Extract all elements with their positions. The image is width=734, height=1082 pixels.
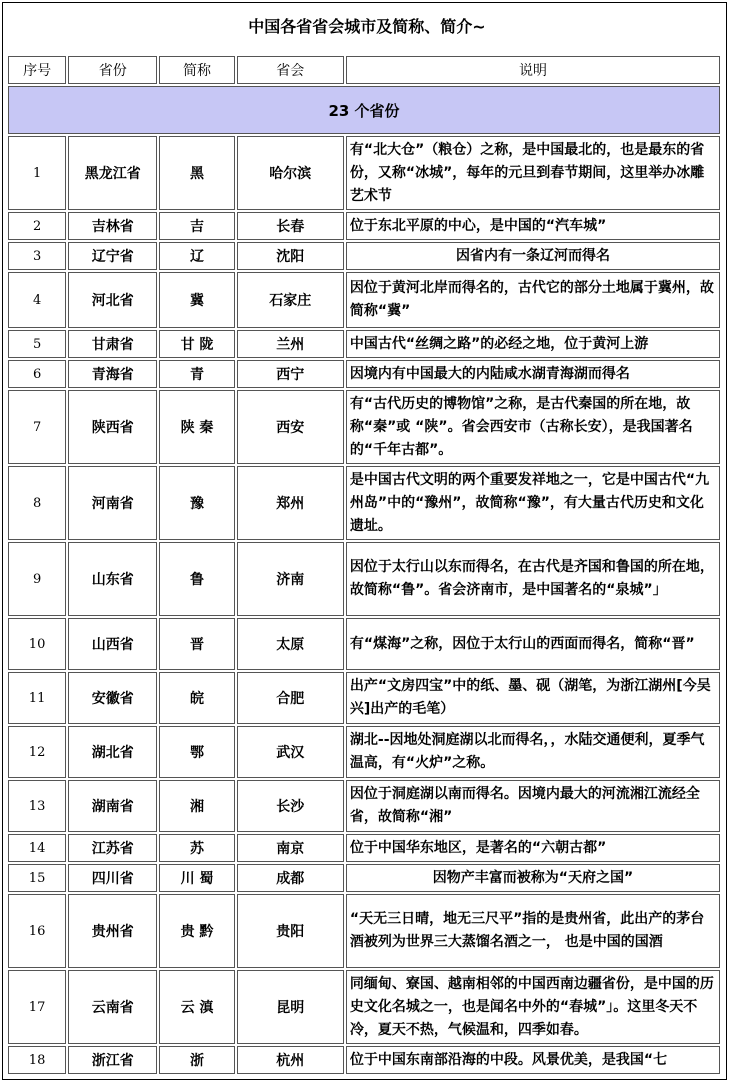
table-row xyxy=(8,780,720,832)
description-cell: 因位于太行山以东而得名，在古代是齐国和鲁国的所在地，故简称“鲁”。省会济南市，是中国著名的“泉城”」 xyxy=(346,542,720,616)
province-cell: 浙江省 xyxy=(68,1046,157,1074)
row-number: 15 xyxy=(8,864,66,892)
row-number: 17 xyxy=(8,970,66,1044)
table-row xyxy=(8,1046,720,1074)
abbreviation-cell: 湘 xyxy=(159,780,234,832)
row-number: 12 xyxy=(8,726,66,778)
description-cell: 有“古代历史的博物馆”之称，是古代秦国的所在地，故称“秦”或 “陕”。省会西安市（古称长安），是我国著名的“千年古都”。 xyxy=(346,390,720,464)
row-number: 9 xyxy=(8,542,66,616)
description-cell: 有“北大仓”（粮仓）之称，是中国最北的，也是最东的省份，又称“冰城”，每年的元旦到春节期间，这里举办冰雕艺术节 xyxy=(346,136,720,210)
row-number: 13 xyxy=(8,780,66,832)
capital-cell: 长春 xyxy=(237,212,344,240)
abbreviation-cell: 川 蜀 xyxy=(159,864,234,892)
abbreviation-cell: 豫 xyxy=(159,466,234,540)
row-number: 18 xyxy=(8,1046,66,1074)
header-cell-number: 序号 xyxy=(8,56,66,84)
description-cell: 位于东北平原的中心，是中国的“汽车城” xyxy=(346,212,720,240)
table-row xyxy=(8,864,720,892)
abbreviation-cell: 鲁 xyxy=(159,542,234,616)
description-cell: “天无三日晴，地无三尺平”指的是贵州省，此出产的茅台酒被列为世界三大蒸馏名酒之一， 也是中国的国酒 xyxy=(346,894,720,968)
province-cell: 山西省 xyxy=(68,618,157,670)
abbreviation-cell: 陕 秦 xyxy=(159,390,234,464)
description-cell: 出产“文房四宝”中的纸、墨、砚（湖笔，为浙江湖州[今吴兴]出产的毛笔） xyxy=(346,672,720,724)
description-cell: 是中国古代文明的两个重要发祥地之一，它是中国古代“九州岛”中的“豫州”，故简称“豫”，有大量古代历史和文化遗址。 xyxy=(346,466,720,540)
table-row xyxy=(8,272,720,328)
capital-cell: 武汉 xyxy=(237,726,344,778)
province-cell: 四川省 xyxy=(68,864,157,892)
capital-cell: 西安 xyxy=(237,390,344,464)
header-cell-description: 说明 xyxy=(346,56,720,84)
capital-cell: 成都 xyxy=(237,864,344,892)
row-number: 10 xyxy=(8,618,66,670)
row-number: 16 xyxy=(8,894,66,968)
province-cell: 贵州省 xyxy=(68,894,157,968)
row-number: 1 xyxy=(8,136,66,210)
row-number: 14 xyxy=(8,834,66,862)
description-cell: 因境内有中国最大的内陆咸水湖青海湖而得名 xyxy=(346,360,720,388)
capital-cell: 杭州 xyxy=(237,1046,344,1074)
section-row xyxy=(8,86,720,134)
row-number: 5 xyxy=(8,330,66,358)
description-cell: 因位于黄河北岸而得名的，古代它的部分土地属于冀州，故简称“冀” xyxy=(346,272,720,328)
capital-cell: 西宁 xyxy=(237,360,344,388)
province-cell: 河北省 xyxy=(68,272,157,328)
province-cell: 湖北省 xyxy=(68,726,157,778)
page-title: 中国各省省会城市及简称、简介~ xyxy=(248,17,486,36)
abbreviation-cell: 晋 xyxy=(159,618,234,670)
description-cell: 湖北--因地处洞庭湖以北而得名，，水陆交通便利，夏季气温高，有“火炉”之称。 xyxy=(346,726,720,778)
capital-cell: 贵阳 xyxy=(237,894,344,968)
abbreviation-cell: 辽 xyxy=(159,242,234,270)
table-row xyxy=(8,894,720,968)
province-cell: 河南省 xyxy=(68,466,157,540)
section-label: 23 个省份 xyxy=(8,86,720,134)
abbreviation-cell: 皖 xyxy=(159,672,234,724)
province-table xyxy=(6,54,722,1076)
capital-cell: 昆明 xyxy=(237,970,344,1044)
table-row xyxy=(8,390,720,464)
row-number: 7 xyxy=(8,390,66,464)
row-number: 8 xyxy=(8,466,66,540)
header-cell-province: 省份 xyxy=(68,56,157,84)
header-cell-abbreviation: 简称 xyxy=(159,56,234,84)
description-cell: 因位于洞庭湖以南而得名。因境内最大的河流湘江流经全省，故简称“湘” xyxy=(346,780,720,832)
table-row xyxy=(8,466,720,540)
row-number: 11 xyxy=(8,672,66,724)
abbreviation-cell: 云 滇 xyxy=(159,970,234,1044)
description-cell: 位于中国东南部沿海的中段。风景优美，是我国“七 xyxy=(346,1046,720,1074)
province-cell: 山东省 xyxy=(68,542,157,616)
row-number: 6 xyxy=(8,360,66,388)
table-row xyxy=(8,834,720,862)
abbreviation-cell: 贵 黔 xyxy=(159,894,234,968)
header-cell-capital: 省会 xyxy=(237,56,344,84)
row-number: 4 xyxy=(8,272,66,328)
capital-cell: 石家庄 xyxy=(237,272,344,328)
province-cell: 江苏省 xyxy=(68,834,157,862)
province-cell: 陕西省 xyxy=(68,390,157,464)
province-cell: 黑龙江省 xyxy=(68,136,157,210)
province-cell: 云南省 xyxy=(68,970,157,1044)
description-cell: 有“煤海”之称，因位于太行山的西面而得名，简称“晋” xyxy=(346,618,720,670)
province-cell: 吉林省 xyxy=(68,212,157,240)
description-cell: 中国古代“丝绸之路”的必经之地，位于黄河上游 xyxy=(346,330,720,358)
row-number: 2 xyxy=(8,212,66,240)
table-row xyxy=(8,242,720,270)
capital-cell: 兰州 xyxy=(237,330,344,358)
description-cell: 位于中国华东地区，是著名的“六朝古都” xyxy=(346,834,720,862)
table-row xyxy=(8,672,720,724)
abbreviation-cell: 冀 xyxy=(159,272,234,328)
table-row xyxy=(8,136,720,210)
province-cell: 青海省 xyxy=(68,360,157,388)
capital-cell: 合肥 xyxy=(237,672,344,724)
table-row xyxy=(8,726,720,778)
description-cell: 因省内有一条辽河而得名 xyxy=(346,242,720,270)
capital-cell: 哈尔滨 xyxy=(237,136,344,210)
abbreviation-cell: 苏 xyxy=(159,834,234,862)
capital-cell: 太原 xyxy=(237,618,344,670)
abbreviation-cell: 甘 陇 xyxy=(159,330,234,358)
table-row xyxy=(8,970,720,1044)
table-row xyxy=(8,542,720,616)
table-row xyxy=(8,330,720,358)
table-row xyxy=(8,618,720,670)
description-cell: 同缅甸、寮国、越南相邻的中国西南边疆省份，是中国的历史文化名城之一，也是闻名中外的“春城”」。这里冬天不冷，夏天不热，气候温和，四季如春。 xyxy=(346,970,720,1044)
description-cell: 因物产丰富而被称为“天府之国” xyxy=(346,864,720,892)
abbreviation-cell: 青 xyxy=(159,360,234,388)
capital-cell: 郑州 xyxy=(237,466,344,540)
capital-cell: 济南 xyxy=(237,542,344,616)
province-cell: 湖南省 xyxy=(68,780,157,832)
capital-cell: 沈阳 xyxy=(237,242,344,270)
province-cell: 辽宁省 xyxy=(68,242,157,270)
capital-cell: 南京 xyxy=(237,834,344,862)
table-header-row xyxy=(8,56,720,84)
table-row xyxy=(8,212,720,240)
abbreviation-cell: 鄂 xyxy=(159,726,234,778)
province-cell: 安徽省 xyxy=(68,672,157,724)
province-cell: 甘肃省 xyxy=(68,330,157,358)
abbreviation-cell: 浙 xyxy=(159,1046,234,1074)
abbreviation-cell: 黑 xyxy=(159,136,234,210)
abbreviation-cell: 吉 xyxy=(159,212,234,240)
table-row xyxy=(8,360,720,388)
row-number: 3 xyxy=(8,242,66,270)
capital-cell: 长沙 xyxy=(237,780,344,832)
